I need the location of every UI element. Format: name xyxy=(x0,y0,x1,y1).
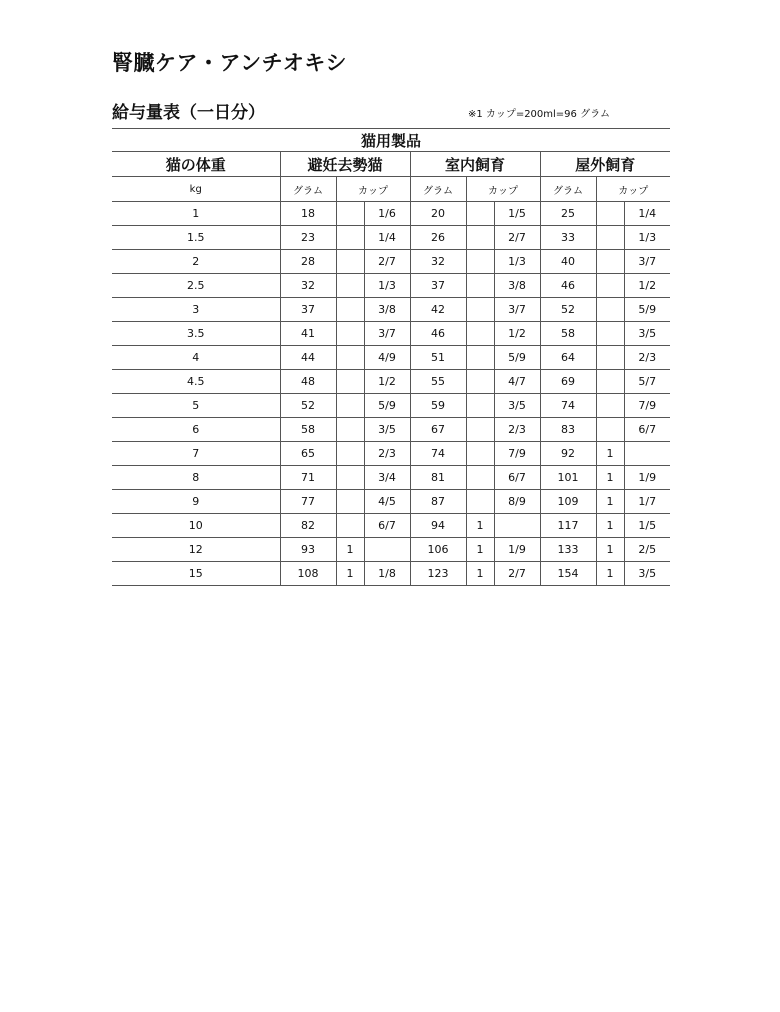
weight-cell: 9 xyxy=(112,490,280,514)
cup-whole-cell xyxy=(336,418,364,442)
unit-header-row xyxy=(112,177,670,202)
cup-whole-cell xyxy=(336,514,364,538)
gram-cell: 58 xyxy=(540,322,596,346)
cup-whole-cell: 1 xyxy=(596,562,624,586)
cup-fraction-cell: 4/5 xyxy=(364,490,410,514)
cup-whole-cell xyxy=(466,370,494,394)
unit-kg: kg xyxy=(112,177,280,202)
gram-cell: 32 xyxy=(410,250,466,274)
group-header-indoor: 室内飼育 xyxy=(410,152,540,177)
gram-cell: 46 xyxy=(410,322,466,346)
cup-fraction-cell: 1/4 xyxy=(364,226,410,250)
cup-fraction-cell xyxy=(624,442,670,466)
cup-fraction-cell: 1/3 xyxy=(624,226,670,250)
cup-fraction-cell: 3/4 xyxy=(364,466,410,490)
gram-cell: 20 xyxy=(410,202,466,226)
cup-fraction-cell: 7/9 xyxy=(494,442,540,466)
weight-cell: 8 xyxy=(112,466,280,490)
gram-cell: 18 xyxy=(280,202,336,226)
table-row xyxy=(112,370,670,394)
weight-cell: 4.5 xyxy=(112,370,280,394)
gram-cell: 154 xyxy=(540,562,596,586)
gram-cell: 46 xyxy=(540,274,596,298)
gram-cell: 55 xyxy=(410,370,466,394)
cup-whole-cell xyxy=(596,202,624,226)
cup-fraction-cell: 6/7 xyxy=(364,514,410,538)
weight-cell: 2 xyxy=(112,250,280,274)
cup-fraction-cell: 3/5 xyxy=(624,562,670,586)
table-row xyxy=(112,538,670,562)
gram-cell: 74 xyxy=(540,394,596,418)
cup-whole-cell: 1 xyxy=(466,538,494,562)
cup-fraction-cell: 4/7 xyxy=(494,370,540,394)
cup-whole-cell xyxy=(336,394,364,418)
cup-whole-cell: 1 xyxy=(336,562,364,586)
gram-cell: 74 xyxy=(410,442,466,466)
gram-cell: 42 xyxy=(410,298,466,322)
cup-whole-cell xyxy=(336,490,364,514)
weight-cell: 3 xyxy=(112,298,280,322)
gram-cell: 64 xyxy=(540,346,596,370)
feeding-table-subtitle: 給与量表（一日分） xyxy=(112,103,265,123)
cup-fraction-cell: 1/3 xyxy=(364,274,410,298)
cup-fraction-cell: 3/7 xyxy=(494,298,540,322)
cup-fraction-cell: 1/5 xyxy=(494,202,540,226)
cup-fraction-cell: 5/7 xyxy=(624,370,670,394)
weight-cell: 12 xyxy=(112,538,280,562)
group-header-neutered: 避妊去勢猫 xyxy=(280,152,410,177)
cup-fraction-cell: 2/7 xyxy=(494,562,540,586)
cup-fraction-cell: 3/8 xyxy=(364,298,410,322)
cup-whole-cell: 1 xyxy=(596,466,624,490)
cup-whole-cell xyxy=(336,250,364,274)
cup-fraction-cell: 2/7 xyxy=(364,250,410,274)
cup-whole-cell xyxy=(336,322,364,346)
weight-cell: 7 xyxy=(112,442,280,466)
cup-whole-cell xyxy=(466,298,494,322)
cup-fraction-cell: 3/5 xyxy=(494,394,540,418)
cup-whole-cell xyxy=(596,346,624,370)
cup-fraction-cell: 2/3 xyxy=(364,442,410,466)
cup-fraction-cell xyxy=(364,538,410,562)
weight-cell: 5 xyxy=(112,394,280,418)
table-row xyxy=(112,322,670,346)
gram-cell: 37 xyxy=(410,274,466,298)
gram-cell: 59 xyxy=(410,394,466,418)
weight-cell: 1 xyxy=(112,202,280,226)
gram-cell: 117 xyxy=(540,514,596,538)
cup-fraction-cell: 2/7 xyxy=(494,226,540,250)
table-row xyxy=(112,394,670,418)
cup-fraction-cell: 5/9 xyxy=(364,394,410,418)
cup-whole-cell xyxy=(336,202,364,226)
cup-fraction-cell: 5/9 xyxy=(494,346,540,370)
table-row xyxy=(112,490,670,514)
table-row xyxy=(112,298,670,322)
cup-fraction-cell: 4/9 xyxy=(364,346,410,370)
cup-whole-cell xyxy=(596,226,624,250)
unit-cup: カップ xyxy=(596,177,670,202)
cup-fraction-cell: 7/9 xyxy=(624,394,670,418)
cup-fraction-cell: 6/7 xyxy=(494,466,540,490)
cup-fraction-cell: 1/2 xyxy=(494,322,540,346)
gram-cell: 106 xyxy=(410,538,466,562)
cup-whole-cell xyxy=(336,226,364,250)
gram-cell: 71 xyxy=(280,466,336,490)
gram-cell: 92 xyxy=(540,442,596,466)
gram-cell: 28 xyxy=(280,250,336,274)
cup-fraction-cell: 2/3 xyxy=(624,346,670,370)
gram-cell: 123 xyxy=(410,562,466,586)
cup-whole-cell: 1 xyxy=(596,490,624,514)
gram-cell: 52 xyxy=(280,394,336,418)
unit-gram: グラム xyxy=(410,177,466,202)
gram-cell: 133 xyxy=(540,538,596,562)
cup-whole-cell: 1 xyxy=(336,538,364,562)
cup-fraction-cell: 1/4 xyxy=(624,202,670,226)
gram-cell: 65 xyxy=(280,442,336,466)
cup-whole-cell xyxy=(596,418,624,442)
cup-conversion-note: ※1 カップ=200ml=96 グラム xyxy=(468,109,610,120)
gram-cell: 23 xyxy=(280,226,336,250)
table-row xyxy=(112,466,670,490)
gram-cell: 93 xyxy=(280,538,336,562)
cup-whole-cell xyxy=(466,202,494,226)
product-header: 猫用製品 xyxy=(112,129,670,152)
cup-fraction-cell: 2/3 xyxy=(494,418,540,442)
page-title: 腎臓ケア・アンチオキシ xyxy=(112,51,348,75)
group-header-row xyxy=(112,152,670,177)
cup-fraction-cell: 1/5 xyxy=(624,514,670,538)
weight-cell: 15 xyxy=(112,562,280,586)
product-header-row xyxy=(112,129,670,152)
weight-cell: 6 xyxy=(112,418,280,442)
cup-whole-cell xyxy=(336,466,364,490)
gram-cell: 109 xyxy=(540,490,596,514)
unit-gram: グラム xyxy=(540,177,596,202)
cup-fraction-cell: 3/5 xyxy=(364,418,410,442)
cup-whole-cell xyxy=(336,370,364,394)
gram-cell: 94 xyxy=(410,514,466,538)
cup-fraction-cell: 6/7 xyxy=(624,418,670,442)
cup-fraction-cell: 8/9 xyxy=(494,490,540,514)
unit-cup: カップ xyxy=(466,177,540,202)
cup-fraction-cell: 1/9 xyxy=(494,538,540,562)
cup-fraction-cell: 3/7 xyxy=(624,250,670,274)
cup-whole-cell xyxy=(336,298,364,322)
cup-fraction-cell: 1/8 xyxy=(364,562,410,586)
cup-whole-cell xyxy=(596,250,624,274)
cup-whole-cell: 1 xyxy=(596,538,624,562)
feeding-amount-table xyxy=(112,128,670,586)
cup-fraction-cell: 1/3 xyxy=(494,250,540,274)
cup-whole-cell xyxy=(466,226,494,250)
table-row xyxy=(112,562,670,586)
cup-whole-cell xyxy=(596,370,624,394)
table-row xyxy=(112,274,670,298)
gram-cell: 58 xyxy=(280,418,336,442)
gram-cell: 48 xyxy=(280,370,336,394)
unit-gram: グラム xyxy=(280,177,336,202)
gram-cell: 77 xyxy=(280,490,336,514)
cup-fraction-cell: 1/9 xyxy=(624,466,670,490)
cup-fraction-cell xyxy=(494,514,540,538)
gram-cell: 26 xyxy=(410,226,466,250)
gram-cell: 33 xyxy=(540,226,596,250)
cup-whole-cell xyxy=(466,442,494,466)
table-row xyxy=(112,418,670,442)
gram-cell: 108 xyxy=(280,562,336,586)
cup-whole-cell xyxy=(466,394,494,418)
gram-cell: 82 xyxy=(280,514,336,538)
cup-fraction-cell: 1/2 xyxy=(364,370,410,394)
cup-whole-cell xyxy=(596,298,624,322)
gram-cell: 83 xyxy=(540,418,596,442)
cup-whole-cell xyxy=(336,274,364,298)
cup-whole-cell: 1 xyxy=(596,442,624,466)
cup-whole-cell xyxy=(596,274,624,298)
cup-fraction-cell: 3/7 xyxy=(364,322,410,346)
cup-whole-cell xyxy=(596,394,624,418)
table-row xyxy=(112,514,670,538)
cup-whole-cell xyxy=(466,250,494,274)
cup-whole-cell: 1 xyxy=(466,514,494,538)
gram-cell: 81 xyxy=(410,466,466,490)
cup-whole-cell: 1 xyxy=(466,562,494,586)
cup-whole-cell xyxy=(466,418,494,442)
cup-whole-cell xyxy=(596,322,624,346)
cup-fraction-cell: 1/6 xyxy=(364,202,410,226)
gram-cell: 44 xyxy=(280,346,336,370)
weight-cell: 1.5 xyxy=(112,226,280,250)
gram-cell: 87 xyxy=(410,490,466,514)
group-header-outdoor: 屋外飼育 xyxy=(540,152,670,177)
cup-whole-cell xyxy=(336,346,364,370)
gram-cell: 37 xyxy=(280,298,336,322)
gram-cell: 51 xyxy=(410,346,466,370)
weight-cell: 4 xyxy=(112,346,280,370)
cup-fraction-cell: 3/8 xyxy=(494,274,540,298)
gram-cell: 52 xyxy=(540,298,596,322)
cup-whole-cell xyxy=(466,466,494,490)
table-row xyxy=(112,250,670,274)
cup-whole-cell xyxy=(466,346,494,370)
cup-fraction-cell: 5/9 xyxy=(624,298,670,322)
cup-whole-cell xyxy=(336,442,364,466)
gram-cell: 67 xyxy=(410,418,466,442)
cup-whole-cell xyxy=(466,322,494,346)
weight-cell: 10 xyxy=(112,514,280,538)
cup-fraction-cell: 1/7 xyxy=(624,490,670,514)
weight-header: 猫の体重 xyxy=(112,152,280,177)
cup-whole-cell: 1 xyxy=(596,514,624,538)
cup-whole-cell xyxy=(466,490,494,514)
weight-cell: 2.5 xyxy=(112,274,280,298)
cup-fraction-cell: 2/5 xyxy=(624,538,670,562)
gram-cell: 41 xyxy=(280,322,336,346)
cup-fraction-cell: 3/5 xyxy=(624,322,670,346)
gram-cell: 40 xyxy=(540,250,596,274)
table-row xyxy=(112,202,670,226)
table-row xyxy=(112,442,670,466)
cup-whole-cell xyxy=(466,274,494,298)
table-row xyxy=(112,346,670,370)
gram-cell: 32 xyxy=(280,274,336,298)
gram-cell: 25 xyxy=(540,202,596,226)
gram-cell: 101 xyxy=(540,466,596,490)
weight-cell: 3.5 xyxy=(112,322,280,346)
table-row xyxy=(112,226,670,250)
unit-cup: カップ xyxy=(336,177,410,202)
gram-cell: 69 xyxy=(540,370,596,394)
cup-fraction-cell: 1/2 xyxy=(624,274,670,298)
